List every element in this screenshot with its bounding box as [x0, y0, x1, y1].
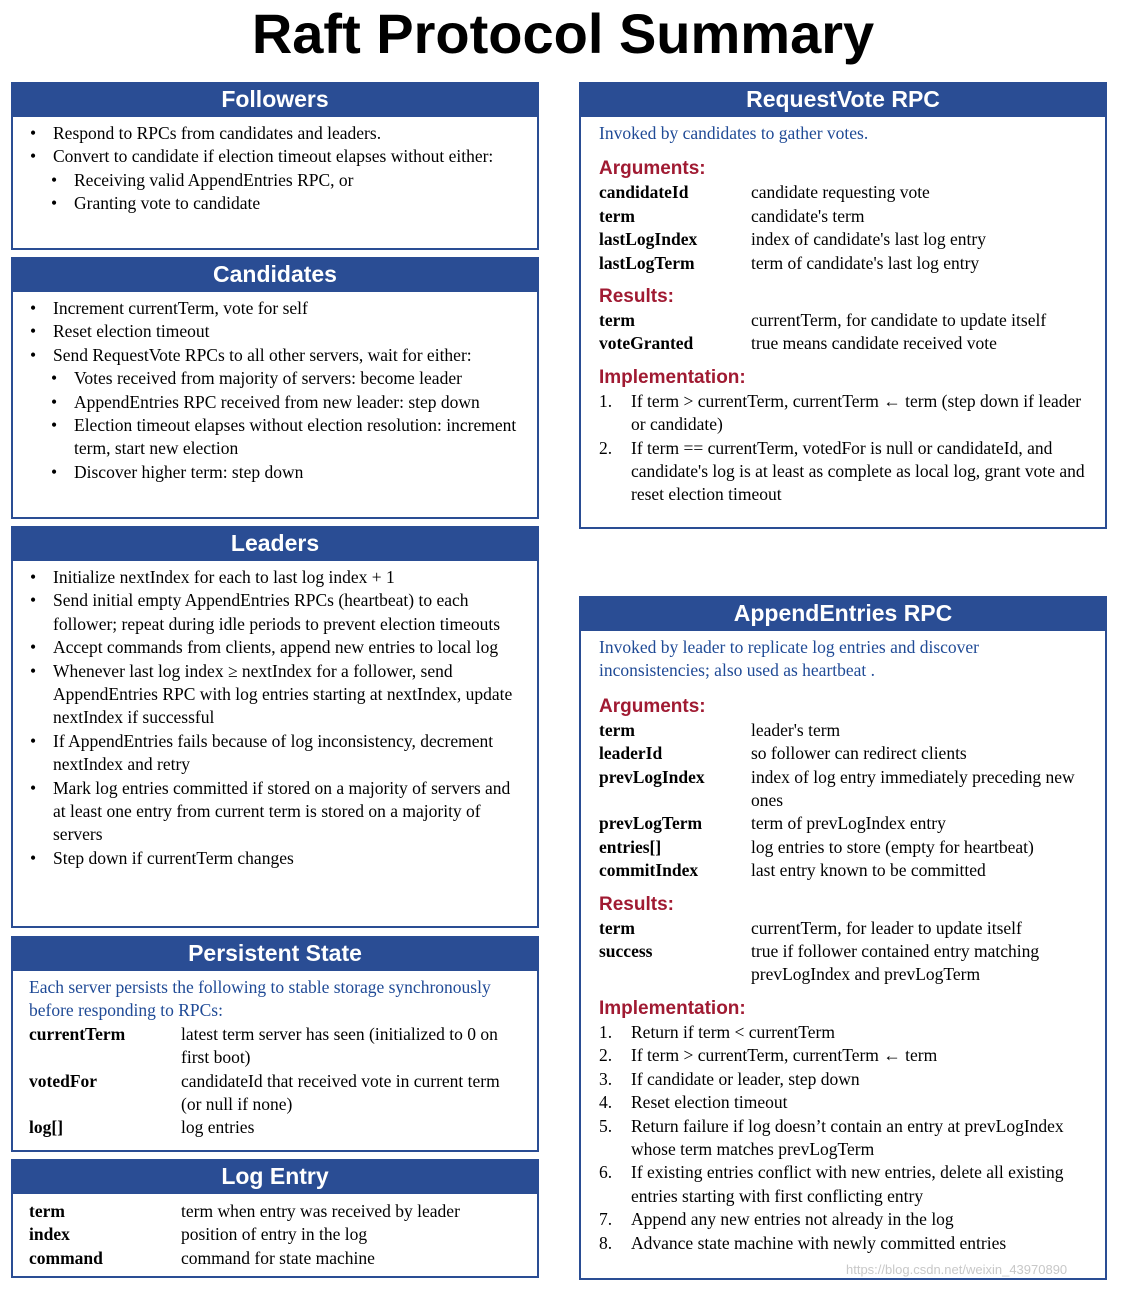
list-item: • Initialize nextIndex for each to last log index + 1 — [29, 566, 523, 589]
list-item: • Respond to RPCs from candidates and leaders. — [29, 122, 523, 145]
step-number: 8. — [599, 1232, 613, 1253]
table-row — [599, 917, 1091, 940]
field-name: term — [599, 205, 635, 226]
field-name: votedFor — [29, 1070, 98, 1091]
field-name: term — [29, 1201, 65, 1221]
list-item — [599, 1208, 1091, 1231]
arguments-heading: Arguments: — [599, 695, 706, 717]
sub-list-item: • Election timeout elapses without election resolution: increment term, start new election — [29, 414, 523, 461]
persistent-state-panel — [11, 936, 539, 1152]
request-vote-header: RequestVote RPC — [581, 84, 1105, 117]
step-number: 4. — [599, 1092, 613, 1113]
field-name: term — [599, 917, 635, 938]
request-vote-intro: Invoked by candidates to gather votes. — [599, 123, 869, 143]
field-name: command — [29, 1247, 103, 1268]
step-text: If term > currentTerm, currentTerm ← term — [631, 1045, 938, 1066]
table-row — [599, 766, 1091, 813]
implementation-heading: Implementation: — [599, 997, 746, 1019]
results-heading: Results: — [599, 286, 674, 308]
field-description: currentTerm, for candidate to update itself — [751, 310, 1047, 331]
list-item: • Send initial empty AppendEntries RPCs (heartbeat) to each follower; repeat during idle periods to prevent election timeouts — [29, 589, 523, 636]
sub-list-item: • Discover higher term: step down — [29, 461, 523, 484]
followers-panel — [11, 82, 539, 250]
field-description: index of candidate's last log entry — [751, 229, 986, 250]
field-description: true if follower contained entry matching prevLogIndex and prevLogTerm — [751, 941, 1040, 985]
field-name: candidateId — [599, 182, 689, 203]
list-item — [599, 437, 1091, 507]
step-text: If term == currentTerm, votedFor is null or candidateId, and candidate's log is at least as complete as local log, grant vote and reset election timeout — [631, 437, 1085, 505]
leaders-panel — [11, 526, 539, 928]
list-item — [599, 1068, 1091, 1091]
field-description: latest term server has seen (initialized to 0 on first boot) — [181, 1023, 498, 1068]
table-row — [29, 1200, 523, 1223]
sub-list-item: • Votes received from majority of servers: become leader — [29, 367, 523, 390]
table-row — [599, 205, 1091, 228]
table-row — [599, 742, 1091, 765]
field-description: candidate's term — [751, 205, 865, 226]
field-description: true means candidate received vote — [751, 333, 997, 354]
followers-header: Followers — [13, 84, 537, 117]
field-description: candidate requesting vote — [751, 182, 930, 203]
step-text: Reset election timeout — [631, 1092, 788, 1113]
step-number: 6. — [599, 1162, 613, 1183]
list-item — [599, 1161, 1091, 1208]
step-number: 1. — [599, 390, 613, 411]
step-text: If term > currentTerm, currentTerm ← term (step down if leader or candidate) — [631, 390, 1082, 435]
persistent-state-header: Persistent State — [13, 938, 537, 971]
table-row — [599, 836, 1091, 859]
list-item: • Convert to candidate if election timeout elapses without either: — [29, 145, 523, 168]
list-item — [599, 1044, 1091, 1067]
list-item — [599, 390, 1091, 437]
list-item: • Accept commands from clients, append new entries to local log — [29, 636, 523, 659]
table-row — [29, 1247, 523, 1270]
field-name: lastLogTerm — [599, 252, 695, 273]
field-name: index — [29, 1224, 70, 1245]
field-name: lastLogIndex — [599, 229, 698, 250]
step-number: 5. — [599, 1115, 613, 1136]
page-title: Raft Protocol Summary — [251, 2, 875, 65]
table-row — [29, 1223, 523, 1246]
field-name: currentTerm — [29, 1023, 126, 1044]
request-vote-panel — [579, 82, 1107, 529]
step-text: Advance state machine with newly committed entries — [631, 1232, 1007, 1253]
implementation-heading: Implementation: — [599, 366, 746, 388]
step-number: 7. — [599, 1209, 613, 1230]
step-text: If existing entries conflict with new entries, delete all existing entries starting with first conflicting entry — [631, 1162, 1064, 1206]
field-description: command for state machine — [181, 1247, 375, 1268]
step-number: 1. — [599, 1021, 613, 1042]
list-item — [599, 1232, 1091, 1255]
watermark: https://blog.csdn.net/weixin_43970890 — [846, 1262, 1068, 1277]
field-name: leaderId — [599, 743, 663, 764]
field-name: prevLogTerm — [599, 813, 703, 834]
field-description: currentTerm, for leader to update itself — [751, 917, 1022, 938]
field-name: prevLogIndex — [599, 766, 705, 787]
field-name: voteGranted — [599, 333, 694, 354]
log-entry-panel — [11, 1159, 539, 1278]
field-description: log entries to store (empty for heartbeat) — [751, 836, 1034, 857]
candidates-panel — [11, 257, 539, 519]
table-row — [599, 859, 1091, 882]
sub-list-item: • Granting vote to candidate — [29, 192, 523, 215]
list-item — [599, 1091, 1091, 1114]
field-description: leader's term — [751, 719, 841, 740]
field-description: term when entry was received by leader — [181, 1201, 460, 1221]
list-item: • Mark log entries committed if stored on a majority of servers and at least one entry from current term is stored on a majority of servers — [29, 777, 523, 847]
table-row — [29, 1070, 523, 1117]
field-name: entries[] — [599, 836, 662, 857]
append-entries-intro: Invoked by leader to replicate log entries and discover inconsistencies; also used as heartbeat . — [599, 637, 979, 681]
list-item: • Whenever last log index ≥ nextIndex for a follower, send AppendEntries RPC with log entries starting at nextIndex, update nextIndex if successful — [29, 660, 523, 730]
step-number: 2. — [599, 437, 613, 458]
append-entries-panel — [579, 596, 1107, 1280]
table-row — [599, 181, 1091, 204]
field-description: so follower can redirect clients — [751, 743, 967, 764]
field-description: position of entry in the log — [181, 1224, 368, 1245]
field-description: candidateId that received vote in current term (or null if none) — [181, 1070, 500, 1115]
step-text: Append any new entries not already in the log — [631, 1209, 954, 1230]
field-description: term of prevLogIndex entry — [751, 813, 946, 834]
table-row — [599, 309, 1091, 332]
field-name: term — [599, 310, 635, 331]
candidates-header: Candidates — [13, 259, 537, 292]
results-heading: Results: — [599, 893, 674, 915]
list-item: • Reset election timeout — [29, 320, 523, 343]
persistent-state-intro: Each server persists the following to stable storage synchronously before responding to RPCs: — [29, 977, 491, 1021]
step-text: Return if term < currentTerm — [631, 1021, 835, 1042]
step-text: Return failure if log doesn’t contain an entry at prevLogIndex whose term matches prevLogTerm — [631, 1115, 1064, 1159]
field-description: index of log entry immediately preceding new ones — [751, 766, 1075, 811]
sub-list-item: • Receiving valid AppendEntries RPC, or — [29, 169, 523, 192]
table-row — [29, 1023, 523, 1070]
table-row — [599, 812, 1091, 835]
field-description: last entry known to be committed — [751, 860, 986, 881]
step-number: 3. — [599, 1068, 613, 1089]
field-name: commitIndex — [599, 860, 699, 881]
table-row — [599, 252, 1091, 275]
table-row — [599, 719, 1091, 742]
step-text: If candidate or leader, step down — [631, 1068, 860, 1089]
step-number: 2. — [599, 1045, 613, 1066]
field-name: log[] — [29, 1117, 64, 1138]
field-name: term — [599, 719, 635, 740]
field-description: log entries — [181, 1117, 255, 1138]
field-name: success — [599, 941, 653, 962]
list-item: • Step down if currentTerm changes — [29, 847, 523, 870]
arguments-heading: Arguments: — [599, 158, 706, 180]
list-item: • Send RequestVote RPCs to all other servers, wait for either: — [29, 344, 523, 367]
append-entries-header: AppendEntries RPC — [581, 598, 1105, 631]
table-row — [599, 332, 1091, 355]
list-item — [599, 1115, 1091, 1162]
leaders-header: Leaders — [13, 528, 537, 561]
list-item — [599, 1021, 1091, 1044]
list-item: • If AppendEntries fails because of log inconsistency, decrement nextIndex and retry — [29, 730, 523, 777]
table-row — [599, 940, 1091, 987]
table-row — [29, 1116, 523, 1139]
table-row — [599, 228, 1091, 251]
log-entry-header: Log Entry — [13, 1161, 537, 1194]
list-item: • Increment currentTerm, vote for self — [29, 297, 523, 320]
sub-list-item: • AppendEntries RPC received from new leader: step down — [29, 391, 523, 414]
field-description: term of candidate's last log entry — [751, 252, 980, 273]
